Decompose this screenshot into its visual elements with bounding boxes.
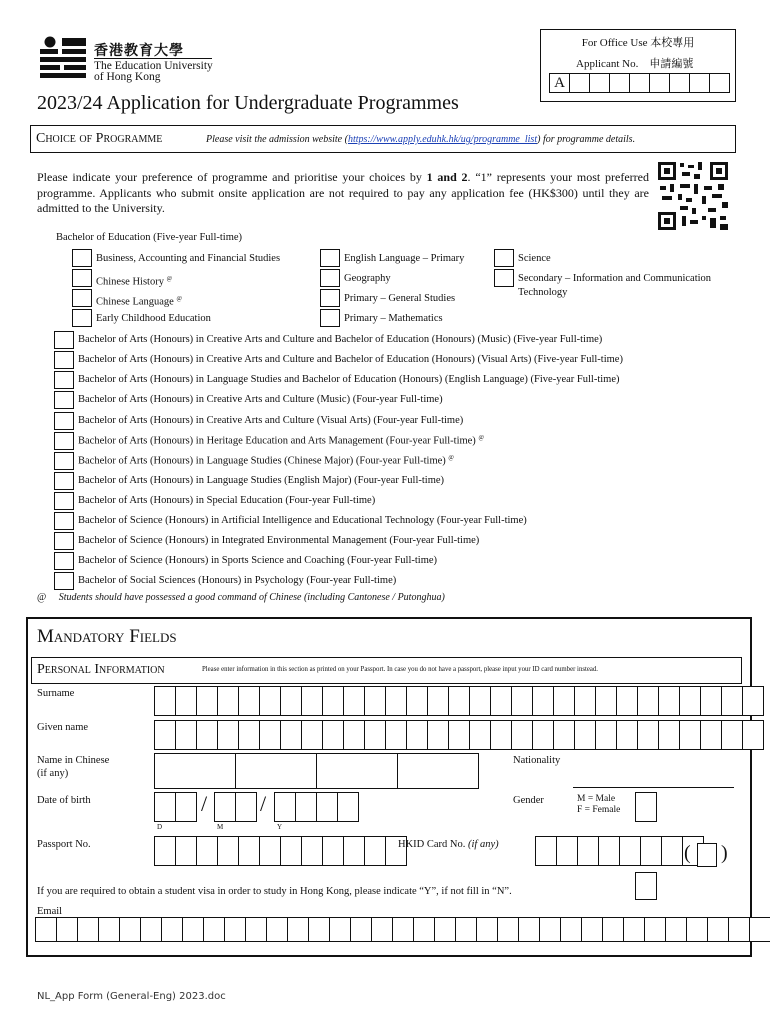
- char-cell[interactable]: [728, 917, 750, 942]
- char-cell[interactable]: [154, 686, 176, 716]
- applicant-no-prefix: A: [549, 73, 570, 93]
- date-separator: /: [201, 791, 208, 816]
- char-cell[interactable]: [658, 720, 680, 750]
- char-cell[interactable]: [280, 686, 302, 716]
- programme-label: Bachelor of Arts (Honours) in Special Education (Four-year Full-time): [78, 495, 376, 506]
- passport-field[interactable]: [154, 836, 406, 866]
- char-cell[interactable]: [140, 917, 162, 942]
- char-cell[interactable]: [619, 836, 641, 866]
- email-field[interactable]: [35, 917, 770, 942]
- bed-checkbox[interactable]: [320, 249, 340, 267]
- programme-checkbox[interactable]: [54, 492, 74, 510]
- char-cell[interactable]: [224, 917, 246, 942]
- char-cell[interactable]: [301, 686, 323, 716]
- char-cell[interactable]: [308, 917, 330, 942]
- char-cell[interactable]: [742, 720, 764, 750]
- programme-label: Bachelor of Arts (Honours) in Creative Arts and Culture and Bachelor of Education (Honours) (Visual Arts) (Five-year Full-time): [78, 354, 623, 365]
- char-cell[interactable]: [679, 686, 701, 716]
- bed-option: Chinese History @: [96, 276, 173, 288]
- applicant-no-field: [549, 73, 729, 93]
- char-cell[interactable]: [742, 686, 764, 716]
- char-cell[interactable]: [469, 720, 491, 750]
- programme-checkbox[interactable]: [54, 331, 74, 349]
- char-cell[interactable]: [119, 917, 141, 942]
- char-cell[interactable]: [259, 686, 281, 716]
- char-cell[interactable]: [161, 917, 183, 942]
- char-cell[interactable]: [413, 917, 435, 942]
- dob-day-field[interactable]: [154, 792, 196, 822]
- programme-checkbox[interactable]: [54, 472, 74, 490]
- char-cell[interactable]: [749, 917, 770, 942]
- char-cell[interactable]: [175, 720, 197, 750]
- programme-checkbox[interactable]: [54, 532, 74, 550]
- char-cell[interactable]: [448, 720, 470, 750]
- char-cell[interactable]: [217, 686, 239, 716]
- programme-label: Bachelor of Science (Honours) in Artificial Intelligence and Educational Technology (Four-year Full-time): [78, 515, 527, 526]
- document-footer: NL_App Form (General-Eng) 2023.doc: [37, 991, 226, 1002]
- char-cell[interactable]: [553, 686, 575, 716]
- char-cell[interactable]: [175, 686, 197, 716]
- bed-option: Science: [518, 253, 551, 264]
- char-cell[interactable]: [598, 836, 620, 866]
- footnote: @ Students should have possessed a good command of Chinese (including Cantonese / Putonghua): [37, 592, 445, 603]
- bed-checkbox[interactable]: [72, 269, 92, 287]
- char-cell[interactable]: [427, 720, 449, 750]
- programme-label: Bachelor of Arts (Honours) in Language Studies (English Major) (Four-year Full-time): [78, 475, 445, 486]
- instructions-paragraph: Please indicate your preference of programme and prioritise your choices by 1 and 2. “1” represents your most preferred programme. Applicants who submit onsite application are not required to pay any application fee (HK$300) until they are admitted to the University.: [37, 170, 649, 215]
- char-cell[interactable]: [364, 686, 386, 716]
- programme-label: Bachelor of Social Sciences (Honours) in Psychology (Four-year Full-time): [78, 575, 397, 586]
- char-cell[interactable]: [700, 686, 722, 716]
- char-cell[interactable]: [532, 720, 554, 750]
- hkid-label: HKID Card No. (if any): [398, 839, 499, 850]
- char-cell[interactable]: [595, 720, 617, 750]
- bed-checkbox[interactable]: [494, 249, 514, 267]
- choice-of-programme-header: [30, 125, 736, 153]
- programme-checkbox[interactable]: [54, 391, 74, 409]
- bed-checkbox[interactable]: [320, 289, 340, 307]
- char-cell[interactable]: [581, 917, 603, 942]
- char-cell[interactable]: [700, 720, 722, 750]
- char-cell[interactable]: [56, 917, 78, 942]
- section-heading: Choice of Programme: [36, 131, 163, 146]
- char-cell[interactable]: [707, 917, 729, 942]
- programme-label: Bachelor of Arts (Honours) in Language Studies (Chinese Major) (Four-year Full-time) @: [78, 455, 454, 467]
- bed-option: Business, Accounting and Financial Studies: [96, 253, 281, 264]
- bed-option: English Language – Primary: [344, 253, 465, 264]
- bed-checkbox[interactable]: [72, 309, 92, 327]
- gender-label: Gender: [513, 795, 544, 806]
- programme-checkbox[interactable]: [54, 452, 74, 470]
- page-title: 2023/24 Application for Undergraduate Programmes: [37, 92, 459, 114]
- month-hint: M: [217, 823, 224, 831]
- char-cell[interactable]: [539, 917, 561, 942]
- admission-website-link[interactable]: https://www.apply.eduhk.hk/ug/programme_list: [347, 134, 538, 145]
- char-cell[interactable]: [245, 917, 267, 942]
- char-cell[interactable]: [532, 686, 554, 716]
- char-cell[interactable]: [556, 836, 578, 866]
- office-use-title: For Office Use 本校專用: [581, 37, 695, 49]
- bed-checkbox[interactable]: [320, 269, 340, 287]
- programme-label: Bachelor of Arts (Honours) in Creative Arts and Culture (Visual Arts) (Four-year Full-time): [78, 415, 464, 426]
- char-cell[interactable]: [392, 917, 414, 942]
- surname-field[interactable]: [154, 686, 763, 716]
- char-cell[interactable]: [518, 917, 540, 942]
- char-cell[interactable]: [371, 917, 393, 942]
- visa-field[interactable]: [635, 872, 657, 900]
- char-cell[interactable]: [154, 720, 176, 750]
- hkid-field[interactable]: [535, 836, 703, 866]
- char-cell[interactable]: [658, 686, 680, 716]
- char-cell[interactable]: [238, 836, 260, 866]
- personal-info-heading: Personal Information: [37, 662, 165, 677]
- char-cell[interactable]: [322, 836, 344, 866]
- char-cell[interactable]: [280, 720, 302, 750]
- char-cell[interactable]: [364, 720, 386, 750]
- bed-checkbox[interactable]: [494, 269, 514, 287]
- char-cell[interactable]: [476, 917, 498, 942]
- char-cell[interactable]: [553, 720, 575, 750]
- char-cell[interactable]: [385, 686, 407, 716]
- bed-option: Secondary – Information and Communication Technology: [518, 273, 712, 298]
- char-cell[interactable]: [238, 720, 260, 750]
- hkid-check-paren: (: [684, 842, 691, 864]
- char-cell[interactable]: [385, 720, 407, 750]
- visa-label: If you are required to obtain a student visa in order to study in Hong Kong, please indicate “Y”, if not fill in “N”.: [37, 886, 512, 897]
- university-logo-icon: [40, 36, 88, 78]
- nationality-field[interactable]: [573, 787, 734, 788]
- gender-field[interactable]: [635, 792, 657, 822]
- char-cell[interactable]: [637, 686, 659, 716]
- programme-label: Bachelor of Arts (Honours) in Language Studies and Bachelor of Education (Honours) (English Language) (Five-year Full-time): [78, 374, 620, 385]
- char-cell[interactable]: [721, 720, 743, 750]
- office-use-box: [540, 29, 736, 102]
- char-cell[interactable]: [661, 836, 683, 866]
- hkid-check-digit[interactable]: [697, 843, 717, 867]
- mandatory-title: Mandatory Fields: [37, 626, 177, 647]
- char-cell[interactable]: [203, 917, 225, 942]
- char-cell[interactable]: [637, 720, 659, 750]
- char-cell[interactable]: [497, 917, 519, 942]
- dob-month-field[interactable]: [214, 792, 256, 822]
- qr-code-icon: [656, 160, 730, 232]
- dob-label: Date of birth: [37, 795, 91, 806]
- bed-checkbox[interactable]: [72, 249, 92, 267]
- char-cell[interactable]: [406, 720, 428, 750]
- char-cell[interactable]: [280, 836, 302, 866]
- char-cell[interactable]: [322, 686, 344, 716]
- programme-checkbox[interactable]: [54, 512, 74, 530]
- date-separator: /: [260, 791, 267, 816]
- char-cell[interactable]: [511, 686, 533, 716]
- char-cell[interactable]: [77, 917, 99, 942]
- programme-checkbox[interactable]: [54, 351, 74, 369]
- char-cell[interactable]: [98, 917, 120, 942]
- char-cell[interactable]: [490, 720, 512, 750]
- char-cell[interactable]: [238, 686, 260, 716]
- char-cell[interactable]: [343, 686, 365, 716]
- dob-year-field[interactable]: [274, 792, 358, 822]
- programme-label: Bachelor of Arts (Honours) in Creative Arts and Culture and Bachelor of Education (Honours) (Music) (Five-year Full-time): [78, 334, 603, 345]
- char-cell[interactable]: [602, 917, 624, 942]
- char-cell[interactable]: [35, 917, 57, 942]
- programme-label: Bachelor of Science (Honours) in Integrated Environmental Management (Four-year Full-time): [78, 535, 480, 546]
- char-cell[interactable]: [679, 720, 701, 750]
- char-cell[interactable]: [196, 720, 218, 750]
- programme-label: Bachelor of Science (Honours) in Sports Science and Coaching (Four-year Full-time): [78, 555, 438, 566]
- email-label: Email: [37, 906, 63, 917]
- char-cell[interactable]: [640, 836, 662, 866]
- char-cell[interactable]: [217, 720, 239, 750]
- char-cell[interactable]: [196, 836, 218, 866]
- char-cell[interactable]: [577, 836, 599, 866]
- char-cell[interactable]: [560, 917, 582, 942]
- passport-label: Passport No.: [37, 839, 91, 850]
- char-cell[interactable]: [616, 720, 638, 750]
- programme-checkbox[interactable]: [54, 572, 74, 590]
- char-cell[interactable]: [644, 917, 666, 942]
- programme-checkbox[interactable]: [54, 552, 74, 570]
- char-cell[interactable]: [287, 917, 309, 942]
- char-cell[interactable]: [350, 917, 372, 942]
- logo-divider: [94, 58, 212, 59]
- year-hint: Y: [277, 823, 283, 831]
- char-cell[interactable]: [266, 917, 288, 942]
- char-cell[interactable]: [406, 686, 428, 716]
- char-cell[interactable]: [448, 686, 470, 716]
- gender-options: M = Male F = Female: [577, 794, 621, 815]
- char-cell[interactable]: [343, 836, 365, 866]
- char-cell[interactable]: [511, 720, 533, 750]
- personal-info-note: Please enter information in this section as printed on your Passport. In case you do not have a passport, please input your ID card number instead.: [202, 666, 599, 673]
- bed-group-title: Bachelor of Education (Five-year Full-time): [56, 232, 243, 243]
- char-cell[interactable]: [535, 836, 557, 866]
- char-cell[interactable]: [322, 720, 344, 750]
- chinese-name-label: Name in Chinese (if any): [37, 755, 110, 779]
- bed-checkbox[interactable]: [320, 309, 340, 327]
- char-cell[interactable]: [434, 917, 456, 942]
- char-cell[interactable]: [175, 836, 197, 866]
- programme-checkbox[interactable]: [54, 371, 74, 389]
- char-cell[interactable]: [686, 917, 708, 942]
- char-cell[interactable]: [721, 686, 743, 716]
- programme-checkbox[interactable]: [54, 432, 74, 450]
- char-cell[interactable]: [595, 686, 617, 716]
- char-cell[interactable]: [343, 720, 365, 750]
- bed-option: Chinese Language @: [96, 296, 183, 308]
- bed-checkbox[interactable]: [72, 289, 92, 307]
- char-cell[interactable]: [490, 686, 512, 716]
- char-cell[interactable]: [154, 836, 176, 866]
- char-cell[interactable]: [623, 917, 645, 942]
- programme-note: Please visit the admission website (https://www.apply.eduhk.hk/ug/programme_list) for programme details.: [206, 134, 636, 145]
- char-cell[interactable]: [574, 686, 596, 716]
- char-cell[interactable]: [259, 836, 281, 866]
- personal-info-header: [31, 657, 742, 684]
- bed-option: Geography: [344, 273, 391, 284]
- day-hint: D: [157, 823, 163, 831]
- logo-chinese-name: 香港教育大學: [94, 44, 184, 59]
- surname-label: Surname: [37, 688, 75, 699]
- programme-checkbox[interactable]: [54, 412, 74, 430]
- char-cell[interactable]: [196, 686, 218, 716]
- char-cell[interactable]: [217, 836, 239, 866]
- chinese-name-field[interactable]: [154, 753, 478, 789]
- char-cell[interactable]: [616, 686, 638, 716]
- bed-option: Primary – General Studies: [344, 293, 456, 304]
- char-cell[interactable]: [455, 917, 477, 942]
- given-name-field[interactable]: [154, 720, 763, 750]
- char-cell[interactable]: [364, 836, 386, 866]
- char-cell[interactable]: [427, 686, 449, 716]
- programme-label: Bachelor of Arts (Honours) in Creative Arts and Culture (Music) (Four-year Full-time): [78, 394, 443, 405]
- applicant-no-label: Applicant No. 申請編號: [576, 58, 694, 70]
- hkid-check-paren: ): [721, 842, 728, 864]
- char-cell[interactable]: [665, 917, 687, 942]
- char-cell[interactable]: [574, 720, 596, 750]
- bed-option: Primary – Mathematics: [344, 313, 443, 324]
- char-cell[interactable]: [301, 836, 323, 866]
- char-cell[interactable]: [469, 686, 491, 716]
- bed-option: Early Childhood Education: [96, 313, 211, 324]
- char-cell[interactable]: [182, 917, 204, 942]
- nationality-label: Nationality: [513, 755, 561, 766]
- char-cell[interactable]: [329, 917, 351, 942]
- char-cell[interactable]: [259, 720, 281, 750]
- logo-english-name: The Education University of Hong Kong: [94, 60, 213, 83]
- char-cell[interactable]: [301, 720, 323, 750]
- programme-label: Bachelor of Arts (Honours) in Heritage Education and Arts Management (Four-year Full-time) @: [78, 435, 484, 447]
- given-name-label: Given name: [37, 722, 89, 733]
